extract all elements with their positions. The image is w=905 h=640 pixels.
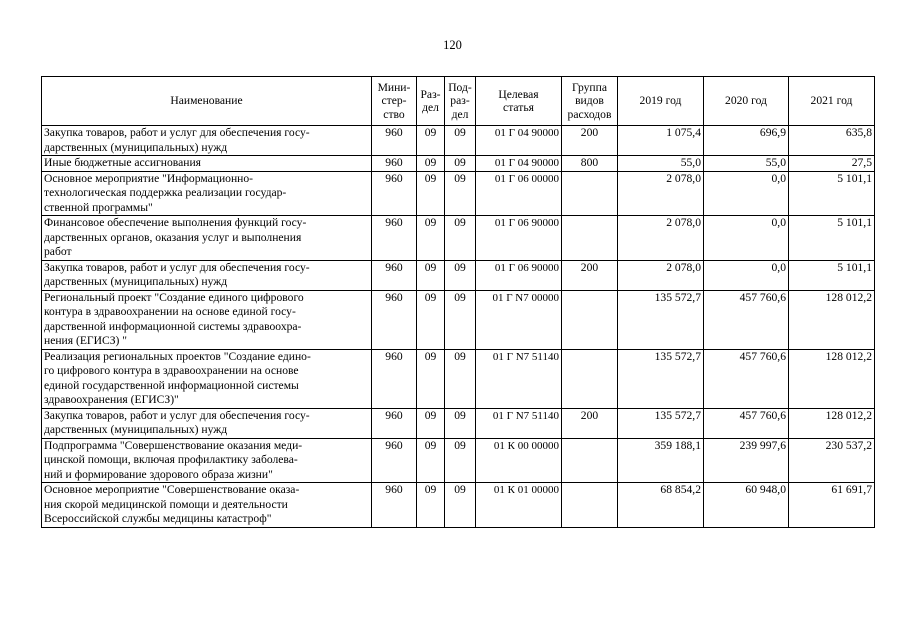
row-name: Финансовое обеспечение выполнения функций госу- дарственных органов, оказания услуг и выполнения работ [42,216,372,261]
header-ministry: Мини- стер- ство [372,77,417,126]
row-target: 01 Г 04 90000 [476,126,562,156]
row-ministry: 960 [372,438,417,483]
row-2021: 27,5 [789,156,875,172]
row-target: 01 К 01 00000 [476,483,562,528]
row-target: 01 К 00 00000 [476,438,562,483]
row-2019: 1 075,4 [618,126,704,156]
row-ministry: 960 [372,349,417,408]
row-target: 01 Г 04 90000 [476,156,562,172]
row-2019: 68 854,2 [618,483,704,528]
row-2020: 0,0 [704,171,789,216]
row-2019: 2 078,0 [618,216,704,261]
row-section: 09 [417,483,445,528]
row-group [562,290,618,349]
row-name: Иные бюджетные ассигнования [42,156,372,172]
row-section: 09 [417,126,445,156]
row-subsection: 09 [445,126,476,156]
row-2020: 55,0 [704,156,789,172]
row-2020: 457 760,6 [704,408,789,438]
row-2021: 5 101,1 [789,171,875,216]
row-2021: 128 012,2 [789,408,875,438]
table-row [42,438,875,483]
row-target: 01 Г N7 51140 [476,349,562,408]
table-row [42,290,875,349]
row-section: 09 [417,438,445,483]
row-subsection: 09 [445,260,476,290]
row-section: 09 [417,290,445,349]
header-name: Наименование [42,77,372,126]
row-group: 200 [562,260,618,290]
header-group: Группа видов расходов [562,77,618,126]
row-section: 09 [417,171,445,216]
row-group [562,438,618,483]
row-name: Основное мероприятие "Совершенствование оказа- ния скорой медицинской помощи и деятельности Всероссийской службы медицины катастроф" [42,483,372,528]
table-row [42,408,875,438]
row-subsection: 09 [445,290,476,349]
row-ministry: 960 [372,171,417,216]
table-header-row [42,77,875,126]
row-section: 09 [417,349,445,408]
header-target: Целевая статья [476,77,562,126]
row-subsection: 09 [445,156,476,172]
row-ministry: 960 [372,216,417,261]
row-group: 200 [562,126,618,156]
row-section: 09 [417,408,445,438]
row-2019: 2 078,0 [618,260,704,290]
row-2020: 0,0 [704,260,789,290]
row-subsection: 09 [445,483,476,528]
row-2019: 135 572,7 [618,408,704,438]
row-2020: 457 760,6 [704,349,789,408]
row-section: 09 [417,260,445,290]
row-group: 200 [562,408,618,438]
row-2021: 5 101,1 [789,260,875,290]
row-2019: 135 572,7 [618,290,704,349]
row-ministry: 960 [372,483,417,528]
header-subsection: Под- раз- дел [445,77,476,126]
row-2020: 239 997,6 [704,438,789,483]
row-target: 01 Г N7 51140 [476,408,562,438]
row-2021: 61 691,7 [789,483,875,528]
row-2020: 60 948,0 [704,483,789,528]
budget-table [41,76,875,528]
page-number: 120 [443,38,462,52]
row-ministry: 960 [372,408,417,438]
row-section: 09 [417,156,445,172]
row-target: 01 Г 06 90000 [476,216,562,261]
row-group [562,171,618,216]
row-2019: 55,0 [618,156,704,172]
row-name: Закупка товаров, работ и услуг для обеспечения госу- дарственных (муниципальных) нужд [42,126,372,156]
row-group: 800 [562,156,618,172]
row-ministry: 960 [372,156,417,172]
row-section: 09 [417,216,445,261]
row-2021: 128 012,2 [789,349,875,408]
row-ministry: 960 [372,260,417,290]
table-row [42,156,875,172]
row-2020: 457 760,6 [704,290,789,349]
row-ministry: 960 [372,126,417,156]
row-name: Реализация региональных проектов "Создание едино- го цифрового контура в здравоохранении на основе единой государственной информационной системы здравоохранения (ЕГИСЗ)" [42,349,372,408]
row-group [562,349,618,408]
row-subsection: 09 [445,349,476,408]
table-row [42,171,875,216]
row-ministry: 960 [372,290,417,349]
row-name: Основное мероприятие "Информационно- технологическая поддержка реализации государ- ственной программы" [42,171,372,216]
row-subsection: 09 [445,438,476,483]
row-name: Региональный проект "Создание единого цифрового контура в здравоохранении на основе единой госу- дарственной информационной системы здравоохра- нения (ЕГИСЗ) " [42,290,372,349]
table-row [42,483,875,528]
row-group [562,216,618,261]
row-subsection: 09 [445,171,476,216]
table-row [42,126,875,156]
row-name: Закупка товаров, работ и услуг для обеспечения госу- дарственных (муниципальных) нужд [42,260,372,290]
row-subsection: 09 [445,408,476,438]
header-2020: 2020 год [704,77,789,126]
row-2021: 230 537,2 [789,438,875,483]
row-2019: 135 572,7 [618,349,704,408]
header-2021: 2021 год [789,77,875,126]
row-group [562,483,618,528]
row-target: 01 Г N7 00000 [476,290,562,349]
row-name: Закупка товаров, работ и услуг для обеспечения госу- дарственных (муниципальных) нужд [42,408,372,438]
row-2019: 2 078,0 [618,171,704,216]
header-2019: 2019 год [618,77,704,126]
row-target: 01 Г 06 00000 [476,171,562,216]
row-subsection: 09 [445,216,476,261]
row-target: 01 Г 06 90000 [476,260,562,290]
row-2021: 635,8 [789,126,875,156]
row-2019: 359 188,1 [618,438,704,483]
table-row [42,260,875,290]
table-row [42,349,875,408]
table-row [42,216,875,261]
row-name: Подпрограмма "Совершенствование оказания меди- цинской помощи, включая профилактику заболева- ний и формирование здорового образа жизни" [42,438,372,483]
row-2021: 5 101,1 [789,216,875,261]
row-2021: 128 012,2 [789,290,875,349]
row-2020: 0,0 [704,216,789,261]
row-2020: 696,9 [704,126,789,156]
header-section: Раз- дел [417,77,445,126]
